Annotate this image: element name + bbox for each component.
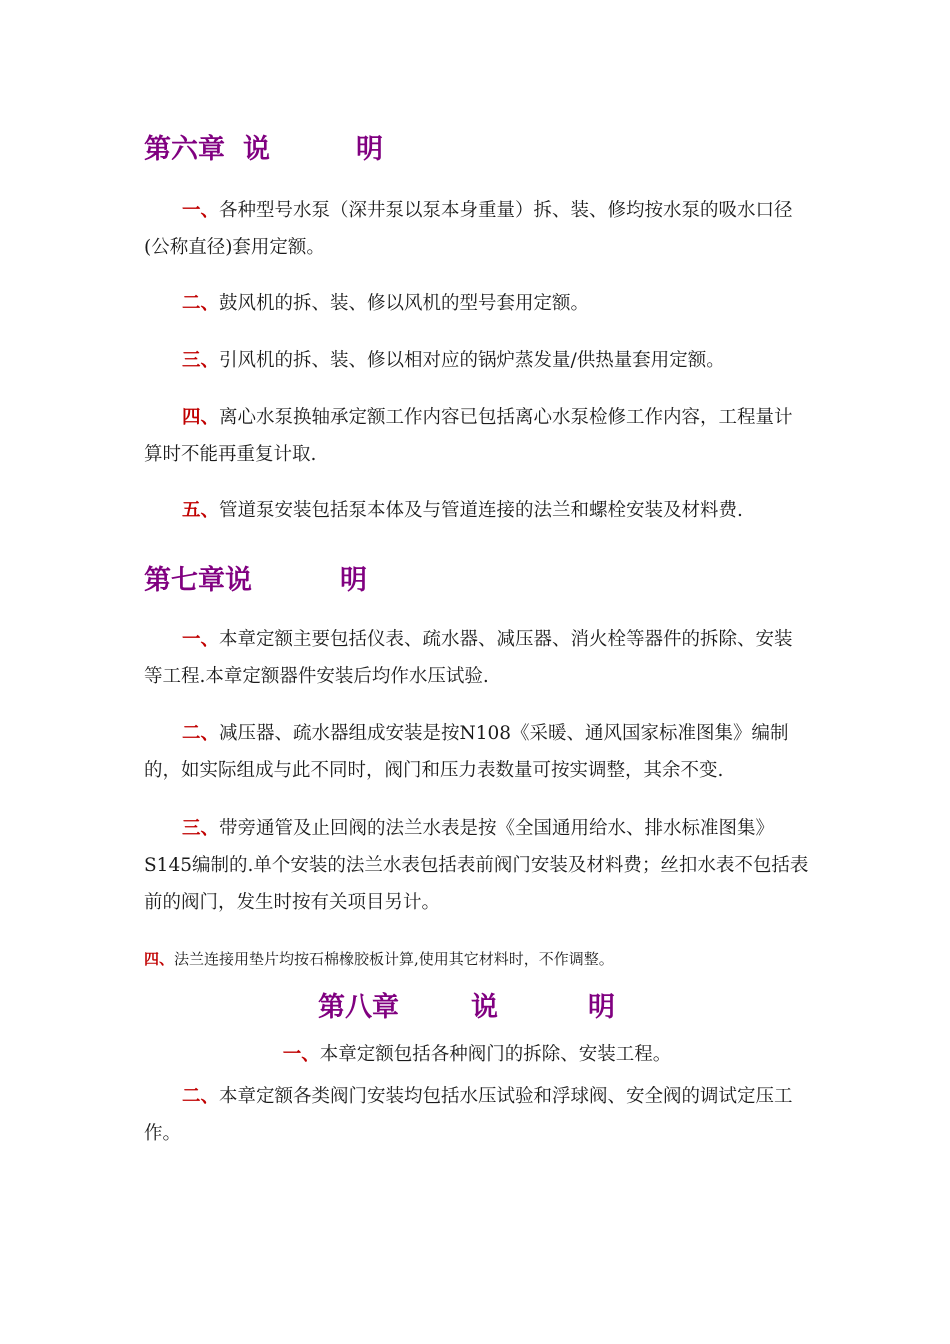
chapter-6-title-word-1: 说: [243, 134, 270, 165]
chapter-7-title: [144, 564, 367, 598]
ch7-item-3-num: 三、: [182, 818, 220, 839]
ch8-item-2: [144, 1078, 810, 1152]
ch8-item-1-num: 一、: [282, 1044, 320, 1065]
chapter-7-title-label: 第七章说: [144, 565, 252, 596]
ch6-item-2: [144, 285, 810, 322]
chapter-7-title-word-2: 明: [340, 565, 367, 596]
chapter-8-title-word-1: 说: [471, 992, 498, 1023]
chapter-8-title-label: 第八章: [318, 992, 399, 1023]
ch7-item-3: [144, 810, 810, 921]
ch7-item-1-num: 一、: [182, 629, 220, 650]
chapter-6-title: [144, 133, 383, 167]
ch7-item-1: [144, 621, 810, 695]
ch6-item-4-text: 离心水泵换轴承定额工作内容已包括离心水泵检修工作内容，工程量计算时不能再重复计取.: [144, 407, 793, 465]
ch6-item-2-num: 二、: [182, 293, 220, 314]
ch6-item-3-text: 引风机的拆、装、修以相对应的锅炉蒸发量/供热量套用定额。: [219, 350, 725, 371]
chapter-6-title-word-2: 明: [356, 134, 383, 165]
chapter-8-title: [318, 991, 615, 1025]
ch8-item-2-num: 二、: [182, 1086, 220, 1107]
ch7-item-2: [144, 715, 810, 789]
ch6-item-1: [144, 192, 810, 266]
ch7-item-4-text: 法兰连接用垫片均按石棉橡胶板计算,使用其它材料时，不作调整。: [174, 950, 614, 968]
ch6-item-5-num: 五、: [182, 500, 220, 521]
ch6-item-1-text: 各种型号水泵（深井泵以泵本身重量）拆、装、修均按水泵的吸水口径(公称直径)套用定额。: [144, 200, 793, 258]
ch7-item-1-text: 本章定额主要包括仪表、疏水器、减压器、消火栓等器件的拆除、安装等工程.本章定额器件安装后均作水压试验.: [144, 629, 793, 687]
ch7-item-2-num: 二、: [182, 723, 220, 744]
ch6-item-3: [144, 342, 810, 379]
ch6-item-4-num: 四、: [182, 407, 220, 428]
ch6-item-1-num: 一、: [182, 200, 220, 221]
ch8-item-1-text: 本章定额包括各种阀门的拆除、安装工程。: [319, 1044, 672, 1065]
ch8-item-2-text: 本章定额各类阀门安装均包括水压试验和浮球阀、安全阀的调试定压工作。: [144, 1086, 793, 1144]
ch8-item-1: [144, 1041, 810, 1069]
ch6-item-3-num: 三、: [182, 350, 220, 371]
ch7-item-4-num: 四、: [144, 950, 175, 968]
ch7-item-2-text: 减压器、疏水器组成安装是按N108《采暖、通风国家标准图集》编制的，如实际组成与此不同时，阀门和压力表数量可按实调整，其余不变.: [144, 723, 789, 781]
ch6-item-4: [144, 399, 810, 473]
ch6-item-2-text: 鼓风机的拆、装、修以风机的型号套用定额。: [219, 293, 590, 314]
ch7-item-3-text: 带旁通管及止回阀的法兰水表是按《全国通用给水、排水标准图集》S145编制的.单个安装的法兰水表包括表前阀门安装及材料费；丝扣水表不包括表前的阀门，发生时按有关项目另计。: [144, 818, 809, 913]
ch6-item-5-text: 管道泵安装包括泵本体及与管道连接的法兰和螺栓安装及材料费.: [219, 500, 743, 521]
ch6-item-5: [144, 492, 810, 529]
ch7-item-4: [144, 948, 824, 970]
chapter-8-title-word-2: 明: [588, 992, 615, 1023]
chapter-6-title-label: 第六章: [144, 134, 225, 165]
